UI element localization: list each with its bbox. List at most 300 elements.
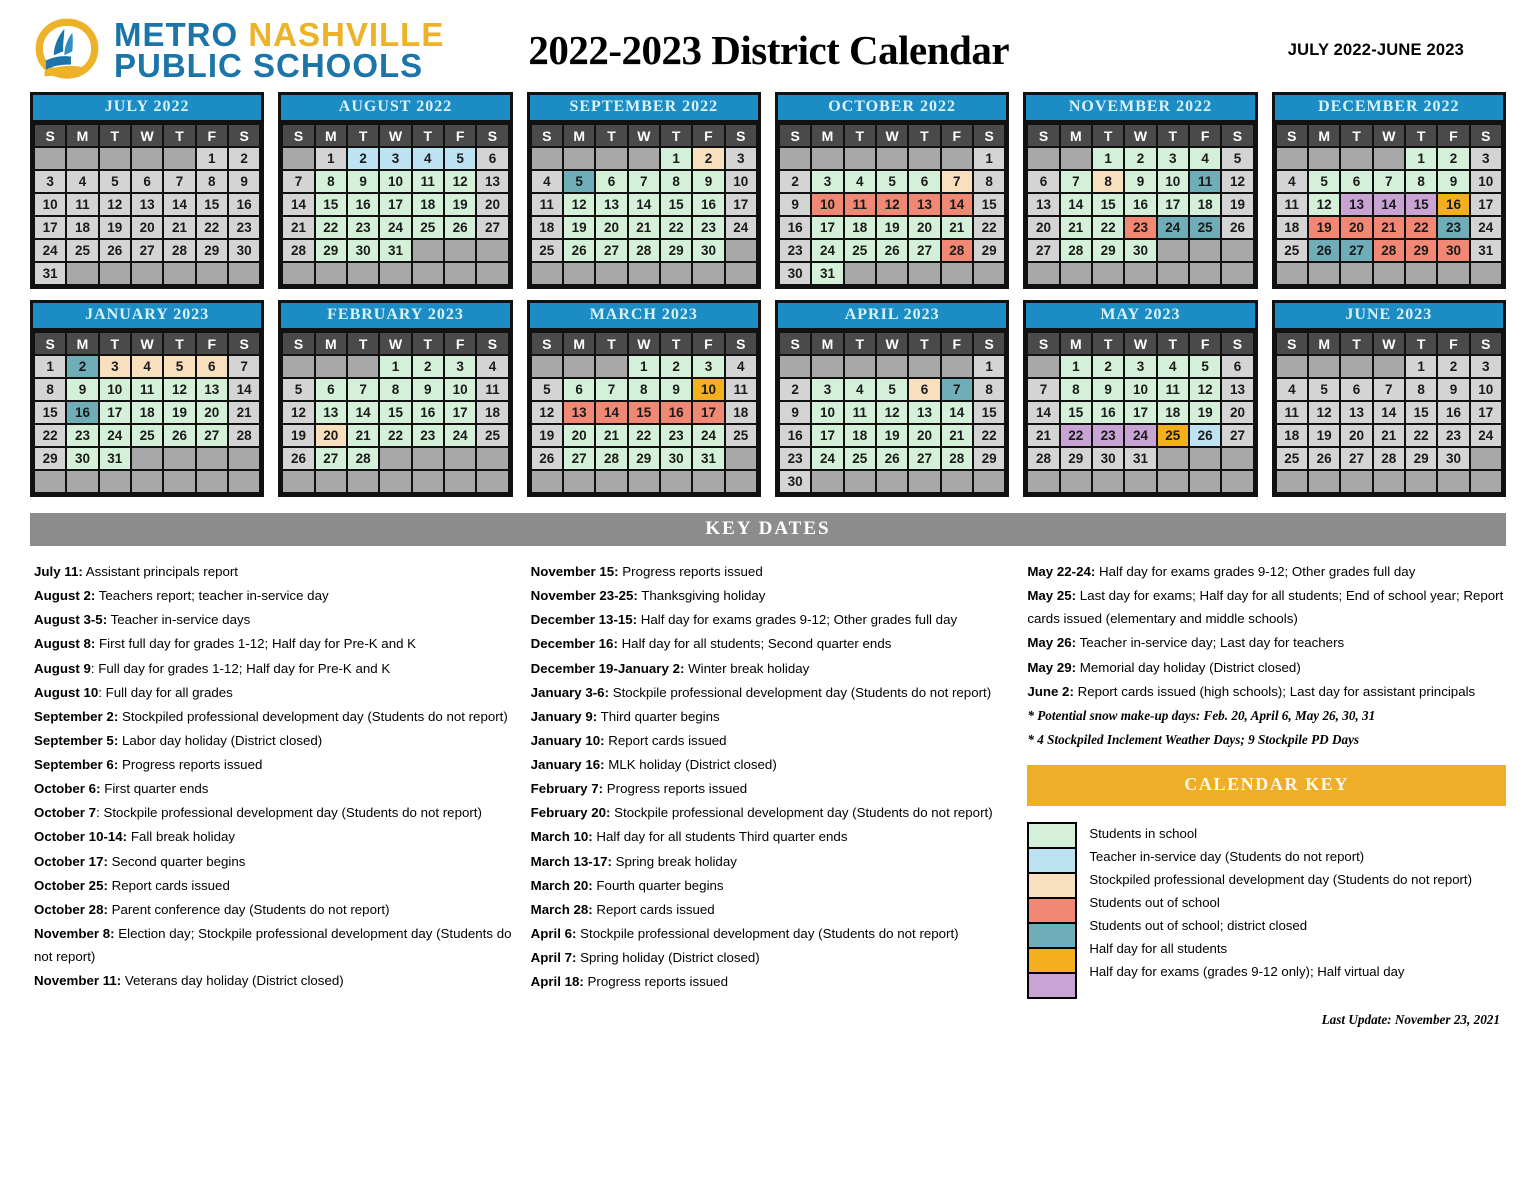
day-cell-empty bbox=[132, 263, 162, 284]
key-date-label: August 9 bbox=[34, 660, 91, 676]
month-title: JANUARY 2023 bbox=[33, 303, 261, 331]
day-cell: 18 bbox=[845, 217, 875, 238]
day-cell-empty bbox=[1309, 471, 1339, 492]
day-cell-empty bbox=[413, 448, 443, 469]
key-date-label: June 2: bbox=[1027, 683, 1074, 699]
day-cell: 17 bbox=[445, 402, 475, 423]
day-cell: 6 bbox=[477, 148, 507, 169]
weekday-header: T bbox=[164, 333, 194, 354]
legend-color-swatch bbox=[1029, 924, 1075, 949]
day-cell-empty bbox=[845, 263, 875, 284]
day-cell: 25 bbox=[413, 217, 443, 238]
weekday-header: T bbox=[1093, 125, 1123, 146]
key-date-description: Teachers report; teacher in-service day bbox=[95, 588, 329, 604]
day-cell: 25 bbox=[1277, 240, 1307, 261]
key-date-description: Half day for all students Third quarter ends bbox=[592, 829, 848, 845]
day-cell: 5 bbox=[445, 148, 475, 169]
weekday-header: S bbox=[974, 333, 1004, 354]
weekday-header: F bbox=[693, 333, 723, 354]
day-cell: 27 bbox=[909, 448, 939, 469]
key-date-description: Third quarter begins bbox=[597, 708, 720, 724]
day-cell: 22 bbox=[35, 425, 65, 446]
day-cell: 19 bbox=[532, 425, 562, 446]
day-cell-empty bbox=[1277, 148, 1307, 169]
day-cell: 20 bbox=[909, 425, 939, 446]
key-date-entry bbox=[34, 657, 513, 680]
day-cell-empty bbox=[1471, 471, 1501, 492]
key-date-label: November 11: bbox=[34, 973, 122, 989]
key-date-entry bbox=[34, 584, 513, 607]
day-cell-empty bbox=[661, 263, 691, 284]
key-date-description: Spring holiday (District closed) bbox=[576, 950, 760, 965]
day-cell: 17 bbox=[35, 217, 65, 238]
key-date-label: November 23-25: bbox=[530, 588, 638, 604]
month-card bbox=[775, 92, 1009, 289]
weekday-header: S bbox=[780, 125, 810, 146]
key-date-description: Report cards issued bbox=[107, 877, 230, 893]
day-cell-empty bbox=[1406, 471, 1436, 492]
day-cell: 31 bbox=[100, 448, 130, 469]
weekday-header: T bbox=[1341, 125, 1371, 146]
weekday-header: M bbox=[1061, 125, 1091, 146]
day-cell: 18 bbox=[477, 402, 507, 423]
month-card bbox=[278, 300, 512, 497]
day-cell: 29 bbox=[629, 448, 659, 469]
day-cell-empty bbox=[1341, 471, 1371, 492]
day-cell: 2 bbox=[1125, 148, 1155, 169]
day-cell: 29 bbox=[974, 448, 1004, 469]
day-cell-empty bbox=[1158, 448, 1188, 469]
weekday-header: F bbox=[1190, 125, 1220, 146]
day-cell: 12 bbox=[877, 194, 907, 215]
day-cell-empty bbox=[532, 148, 562, 169]
key-date-label: February 7: bbox=[530, 781, 604, 797]
key-date-label: January 9: bbox=[530, 708, 598, 724]
day-cell: 20 bbox=[564, 425, 594, 446]
legend-item-label: Students out of school; district closed bbox=[1089, 917, 1308, 933]
month-card bbox=[1272, 300, 1506, 497]
day-cell-empty bbox=[1374, 471, 1404, 492]
day-cell-empty bbox=[413, 471, 443, 492]
day-cell: 9 bbox=[1438, 379, 1468, 400]
month-card bbox=[1272, 92, 1506, 289]
day-cell: 7 bbox=[1374, 171, 1404, 192]
key-date-label: January 3-6: bbox=[530, 684, 609, 700]
weekday-header: T bbox=[845, 125, 875, 146]
month-title: FEBRUARY 2023 bbox=[281, 303, 509, 331]
month-title: JULY 2022 bbox=[33, 95, 261, 123]
month-day-grid bbox=[281, 331, 509, 494]
month-day-grid bbox=[33, 123, 261, 286]
weekday-header: T bbox=[661, 333, 691, 354]
day-cell: 2 bbox=[693, 148, 723, 169]
day-cell: 26 bbox=[164, 425, 194, 446]
key-date-entry bbox=[1027, 631, 1506, 654]
day-cell-empty bbox=[596, 471, 626, 492]
day-cell-empty bbox=[942, 356, 972, 377]
key-date-description: Stockpile professional development day (Students do not report) bbox=[576, 925, 959, 941]
day-cell-empty bbox=[1028, 263, 1058, 284]
day-cell: 17 bbox=[1471, 402, 1501, 423]
key-date-description: First full day for grades 1-12; Half day for Pre-K and K bbox=[95, 636, 417, 652]
day-cell-empty bbox=[661, 471, 691, 492]
day-cell: 20 bbox=[316, 425, 346, 446]
weekday-header: T bbox=[100, 125, 130, 146]
weekday-header: M bbox=[316, 333, 346, 354]
day-cell: 12 bbox=[283, 402, 313, 423]
day-cell: 1 bbox=[380, 356, 410, 377]
day-cell: 29 bbox=[1406, 448, 1436, 469]
day-cell-empty bbox=[812, 148, 842, 169]
month-card bbox=[1023, 300, 1257, 497]
day-cell: 10 bbox=[1125, 379, 1155, 400]
day-cell: 27 bbox=[1341, 240, 1371, 261]
day-cell-empty bbox=[1028, 471, 1058, 492]
day-cell: 28 bbox=[1374, 448, 1404, 469]
day-cell: 1 bbox=[974, 356, 1004, 377]
day-cell: 22 bbox=[316, 217, 346, 238]
day-cell: 13 bbox=[596, 194, 626, 215]
day-cell: 6 bbox=[909, 379, 939, 400]
day-cell: 23 bbox=[348, 217, 378, 238]
weekday-header: W bbox=[380, 333, 410, 354]
day-cell: 12 bbox=[445, 171, 475, 192]
day-cell-empty bbox=[380, 471, 410, 492]
day-cell: 28 bbox=[1028, 448, 1058, 469]
day-cell-empty bbox=[1374, 263, 1404, 284]
day-cell-empty bbox=[1061, 263, 1091, 284]
day-cell-empty bbox=[1093, 471, 1123, 492]
day-cell: 26 bbox=[1309, 240, 1339, 261]
day-cell: 11 bbox=[1277, 194, 1307, 215]
day-cell: 24 bbox=[812, 240, 842, 261]
day-cell: 5 bbox=[1309, 171, 1339, 192]
day-cell: 24 bbox=[1158, 217, 1188, 238]
day-cell: 2 bbox=[661, 356, 691, 377]
key-date-label: December 13-15: bbox=[530, 612, 638, 628]
weekday-header: T bbox=[1341, 333, 1371, 354]
day-cell-empty bbox=[1028, 148, 1058, 169]
day-cell-empty bbox=[1158, 263, 1188, 284]
day-cell: 18 bbox=[132, 402, 162, 423]
weekday-header: M bbox=[1309, 333, 1339, 354]
day-cell: 5 bbox=[1222, 148, 1252, 169]
day-cell: 15 bbox=[316, 194, 346, 215]
day-cell: 11 bbox=[726, 379, 756, 400]
page-header bbox=[0, 0, 1536, 88]
day-cell: 28 bbox=[229, 425, 259, 446]
day-cell: 26 bbox=[877, 240, 907, 261]
day-cell-empty bbox=[974, 471, 1004, 492]
month-card bbox=[527, 300, 761, 497]
day-cell: 24 bbox=[1471, 217, 1501, 238]
day-cell-empty bbox=[316, 263, 346, 284]
day-cell-empty bbox=[1471, 263, 1501, 284]
legend-item-label: Teacher in-service day (Students do not report) bbox=[1089, 848, 1365, 864]
day-cell: 14 bbox=[348, 402, 378, 423]
key-date-description: Second quarter begins bbox=[107, 853, 246, 869]
day-cell-empty bbox=[909, 356, 939, 377]
month-title: MARCH 2023 bbox=[530, 303, 758, 331]
legend-item-label: Half day for exams (grades 9-12 only); Half virtual day bbox=[1089, 963, 1405, 979]
key-date-entry bbox=[531, 898, 1010, 921]
day-cell: 17 bbox=[812, 425, 842, 446]
day-cell-empty bbox=[477, 263, 507, 284]
weekday-header: S bbox=[1471, 125, 1501, 146]
weekday-header: T bbox=[164, 125, 194, 146]
day-cell: 1 bbox=[1406, 356, 1436, 377]
key-date-description: Spring break holiday bbox=[611, 853, 737, 869]
day-cell-empty bbox=[942, 263, 972, 284]
day-cell: 7 bbox=[348, 379, 378, 400]
day-cell: 11 bbox=[477, 379, 507, 400]
day-cell-empty bbox=[532, 471, 562, 492]
day-cell: 19 bbox=[877, 217, 907, 238]
key-date-entry bbox=[531, 777, 1010, 800]
key-dates-column-1 bbox=[34, 560, 513, 1032]
day-cell: 18 bbox=[1277, 425, 1307, 446]
day-cell: 26 bbox=[1222, 217, 1252, 238]
day-cell: 10 bbox=[100, 379, 130, 400]
key-date-description: Stockpile professional development day (Students do not report) bbox=[609, 684, 992, 700]
day-cell: 13 bbox=[197, 379, 227, 400]
logo-public-schools: PUBLIC SCHOOLS bbox=[114, 47, 424, 84]
day-cell-empty bbox=[1222, 471, 1252, 492]
day-cell: 23 bbox=[1438, 425, 1468, 446]
weekday-header: T bbox=[413, 125, 443, 146]
day-cell: 19 bbox=[564, 217, 594, 238]
day-cell: 13 bbox=[1028, 194, 1058, 215]
day-cell: 1 bbox=[1061, 356, 1091, 377]
day-cell: 17 bbox=[812, 217, 842, 238]
month-day-grid bbox=[1026, 123, 1254, 286]
day-cell: 16 bbox=[1438, 402, 1468, 423]
key-date-description: : Full day for all grades bbox=[98, 684, 233, 700]
weekday-header: W bbox=[1374, 333, 1404, 354]
day-cell: 1 bbox=[1406, 148, 1436, 169]
day-cell: 24 bbox=[726, 217, 756, 238]
day-cell-empty bbox=[1406, 263, 1436, 284]
day-cell: 22 bbox=[974, 217, 1004, 238]
day-cell: 15 bbox=[1406, 194, 1436, 215]
key-date-entry bbox=[34, 801, 513, 824]
day-cell: 30 bbox=[693, 240, 723, 261]
day-cell: 21 bbox=[629, 217, 659, 238]
day-cell: 7 bbox=[164, 171, 194, 192]
day-cell: 12 bbox=[564, 194, 594, 215]
key-date-description: Stockpiled professional development day (Students do not report) bbox=[118, 708, 508, 724]
day-cell: 22 bbox=[1406, 217, 1436, 238]
day-cell: 25 bbox=[132, 425, 162, 446]
weekday-header: M bbox=[1309, 125, 1339, 146]
day-cell: 30 bbox=[1125, 240, 1155, 261]
day-cell: 23 bbox=[1125, 217, 1155, 238]
key-date-label: October 10-14: bbox=[34, 829, 128, 845]
day-cell-empty bbox=[283, 471, 313, 492]
weekday-header: W bbox=[629, 125, 659, 146]
day-cell: 6 bbox=[197, 356, 227, 377]
day-cell: 17 bbox=[726, 194, 756, 215]
day-cell: 6 bbox=[1028, 171, 1058, 192]
key-date-entry bbox=[34, 777, 513, 800]
day-cell: 21 bbox=[348, 425, 378, 446]
key-date-description: Progress reports issued bbox=[618, 564, 763, 579]
day-cell: 3 bbox=[726, 148, 756, 169]
day-cell: 24 bbox=[1471, 425, 1501, 446]
key-dates-columns bbox=[0, 546, 1536, 1032]
day-cell-empty bbox=[1158, 240, 1188, 261]
day-cell-empty bbox=[132, 471, 162, 492]
weekday-header: W bbox=[877, 125, 907, 146]
day-cell: 14 bbox=[1374, 194, 1404, 215]
day-cell: 2 bbox=[780, 171, 810, 192]
month-title: APRIL 2023 bbox=[778, 303, 1006, 331]
day-cell-empty bbox=[316, 356, 346, 377]
day-cell-empty bbox=[1125, 471, 1155, 492]
key-date-entry bbox=[531, 874, 1010, 897]
weekday-header: T bbox=[100, 333, 130, 354]
months-grid bbox=[0, 92, 1536, 497]
key-date-entry bbox=[531, 753, 1010, 776]
day-cell: 15 bbox=[197, 194, 227, 215]
day-cell: 11 bbox=[1190, 171, 1220, 192]
day-cell-empty bbox=[629, 471, 659, 492]
key-date-label: August 8: bbox=[34, 636, 96, 652]
day-cell-empty bbox=[845, 356, 875, 377]
day-cell: 4 bbox=[845, 379, 875, 400]
day-cell: 14 bbox=[942, 402, 972, 423]
day-cell: 26 bbox=[877, 448, 907, 469]
day-cell: 22 bbox=[197, 217, 227, 238]
day-cell: 18 bbox=[1158, 402, 1188, 423]
day-cell: 1 bbox=[35, 356, 65, 377]
day-cell: 5 bbox=[877, 171, 907, 192]
day-cell: 23 bbox=[413, 425, 443, 446]
day-cell-empty bbox=[1222, 240, 1252, 261]
day-cell: 16 bbox=[413, 402, 443, 423]
day-cell: 16 bbox=[780, 217, 810, 238]
day-cell: 31 bbox=[380, 240, 410, 261]
day-cell-empty bbox=[596, 148, 626, 169]
weekday-header: W bbox=[877, 333, 907, 354]
key-date-label: May 22-24: bbox=[1027, 564, 1096, 579]
month-day-grid bbox=[778, 123, 1006, 286]
day-cell: 11 bbox=[845, 194, 875, 215]
day-cell: 29 bbox=[316, 240, 346, 261]
key-date-description: Fourth quarter begins bbox=[592, 877, 724, 893]
day-cell: 27 bbox=[132, 240, 162, 261]
key-date-label: March 10: bbox=[530, 829, 593, 845]
key-date-entry bbox=[531, 946, 1010, 969]
day-cell-empty bbox=[348, 471, 378, 492]
day-cell: 10 bbox=[1471, 379, 1501, 400]
day-cell: 16 bbox=[1093, 402, 1123, 423]
day-cell: 2 bbox=[229, 148, 259, 169]
weekday-header: T bbox=[413, 333, 443, 354]
weekday-header: S bbox=[726, 333, 756, 354]
legend-color-swatch bbox=[1029, 974, 1075, 997]
day-cell: 13 bbox=[1341, 402, 1371, 423]
weekday-header: W bbox=[132, 333, 162, 354]
weekday-header: T bbox=[596, 125, 626, 146]
day-cell: 1 bbox=[316, 148, 346, 169]
weekday-header: T bbox=[348, 333, 378, 354]
weekday-header: T bbox=[1158, 125, 1188, 146]
day-cell-empty bbox=[877, 356, 907, 377]
weekday-header: S bbox=[477, 333, 507, 354]
day-cell: 28 bbox=[629, 240, 659, 261]
legend-color-swatch bbox=[1029, 824, 1075, 849]
day-cell: 22 bbox=[1406, 425, 1436, 446]
key-date-description: : Full day for grades 1-12; Half day for Pre-K and K bbox=[90, 660, 391, 676]
month-day-grid bbox=[33, 331, 261, 494]
day-cell-empty bbox=[1438, 263, 1468, 284]
day-cell: 27 bbox=[564, 448, 594, 469]
day-cell: 26 bbox=[445, 217, 475, 238]
key-date-label: October 6: bbox=[34, 781, 101, 797]
day-cell: 13 bbox=[1222, 379, 1252, 400]
day-cell: 27 bbox=[1222, 425, 1252, 446]
day-cell: 7 bbox=[629, 171, 659, 192]
day-cell: 9 bbox=[780, 194, 810, 215]
weekday-header: S bbox=[35, 333, 65, 354]
key-date-entry bbox=[1027, 584, 1506, 630]
key-date-description: First quarter ends bbox=[100, 781, 209, 797]
weekday-header: W bbox=[380, 125, 410, 146]
weekday-header: M bbox=[67, 333, 97, 354]
day-cell: 6 bbox=[1341, 379, 1371, 400]
day-cell-empty bbox=[909, 471, 939, 492]
key-date-description: Half day for exams grades 9-12; Other grades full day bbox=[1095, 564, 1416, 579]
page-title: 2022-2023 District Calendar bbox=[528, 27, 1010, 73]
key-date-entry bbox=[1027, 560, 1506, 583]
day-cell: 24 bbox=[35, 240, 65, 261]
day-cell-empty bbox=[283, 263, 313, 284]
day-cell: 31 bbox=[35, 263, 65, 284]
day-cell: 3 bbox=[380, 148, 410, 169]
day-cell-empty bbox=[67, 471, 97, 492]
key-date-label: February 20: bbox=[530, 805, 611, 821]
day-cell: 9 bbox=[348, 171, 378, 192]
key-date-description: Assistant principals report bbox=[82, 564, 238, 579]
key-date-entry bbox=[531, 632, 1010, 655]
day-cell-empty bbox=[164, 263, 194, 284]
day-cell: 1 bbox=[661, 148, 691, 169]
mnps-logo bbox=[34, 17, 444, 83]
day-cell: 16 bbox=[348, 194, 378, 215]
weekday-header: T bbox=[596, 333, 626, 354]
day-cell: 13 bbox=[564, 402, 594, 423]
legend-color-swatch bbox=[1029, 849, 1075, 874]
day-cell: 3 bbox=[1158, 148, 1188, 169]
key-date-entry bbox=[1027, 680, 1506, 703]
day-cell-empty bbox=[726, 448, 756, 469]
weekday-header: T bbox=[845, 333, 875, 354]
day-cell: 4 bbox=[1277, 171, 1307, 192]
day-cell: 13 bbox=[477, 171, 507, 192]
key-date-entry bbox=[34, 825, 513, 848]
day-cell: 27 bbox=[909, 240, 939, 261]
day-cell: 15 bbox=[1061, 402, 1091, 423]
day-cell-empty bbox=[164, 471, 194, 492]
day-cell: 24 bbox=[693, 425, 723, 446]
weekday-header: F bbox=[1438, 125, 1468, 146]
day-cell: 19 bbox=[1309, 217, 1339, 238]
legend-item-label: Stockpiled professional development day (Students do not report) bbox=[1089, 871, 1472, 887]
day-cell: 8 bbox=[974, 171, 1004, 192]
day-cell: 29 bbox=[1406, 240, 1436, 261]
day-cell-empty bbox=[1277, 471, 1307, 492]
